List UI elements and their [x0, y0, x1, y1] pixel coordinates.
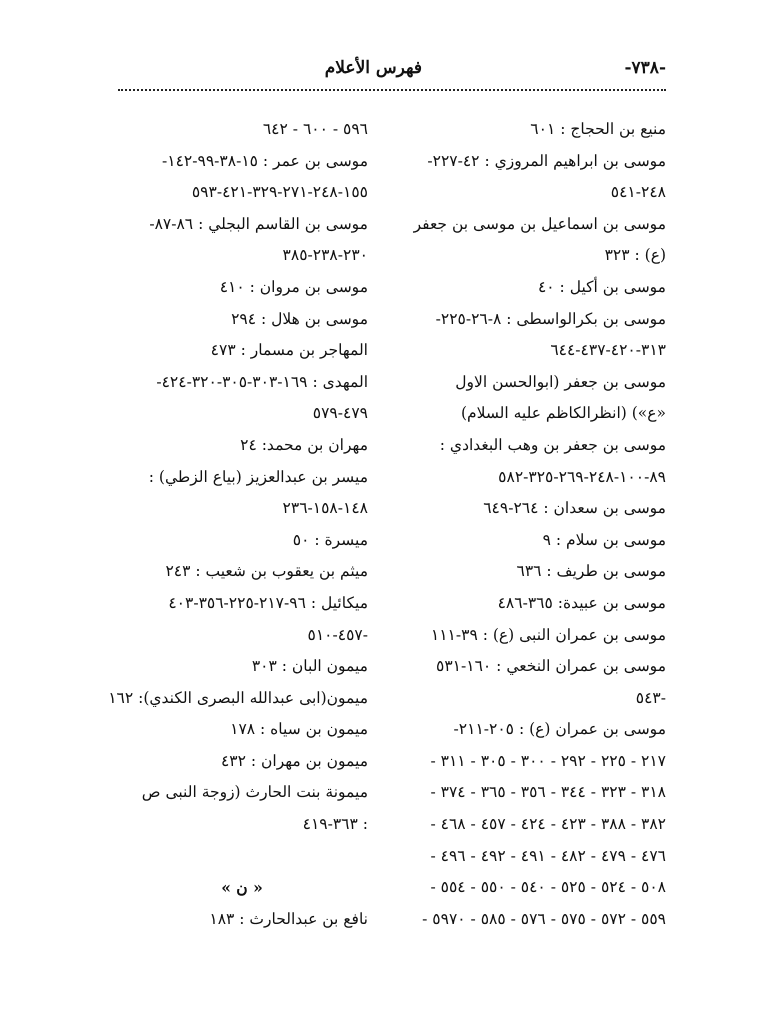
index-entry: موسى بن هلال : ٢٩٤	[231, 309, 368, 328]
index-entry: ميمون(ابى عبدالله البصرى الكندي): ١٦٢	[108, 688, 368, 707]
index-entry: موسى بن ابراهيم المروزي : ٤٢-٢٢٧-	[427, 151, 666, 170]
index-entry: -٥٤٣	[635, 688, 666, 707]
index-entry: موسى بن سلام : ٩	[542, 530, 666, 549]
index-entry: موسى بن مروان : ٤١٠	[219, 277, 368, 296]
index-entry: (ع) : ٣٢٣	[604, 246, 666, 265]
index-entry: ٢٤٨-٥٤١	[610, 183, 666, 202]
index-entry: المهدى : ١٦٩-٣٠٣-٣٠٥-٣٢٠-٤٢٤-	[156, 372, 368, 391]
index-entry: موسى بن بكرالواسطى : ٨-٢٦-٢٢٥-	[435, 309, 666, 328]
index-entry: ميسرة : ٥٠	[292, 530, 368, 549]
header-dotted-rule	[118, 89, 666, 91]
index-entry: «ع») (انظرالكاظم عليه السلام)	[460, 404, 666, 423]
index-entry: مهران بن محمد: ٢٤	[240, 435, 368, 454]
index-entry: ٣١٨ - ٣٢٣ - ٣٤٤ - ٣٥٦ - ٣٦٥ - ٣٧٤ -	[430, 783, 666, 802]
index-entry: ميمون بن مهران : ٤٣٢	[220, 751, 368, 770]
index-entry: ٥٠٨ - ٥٢٤ - ٥٢٥ - ٥٤٠ - ٥٥٠ - ٥٥٤ -	[430, 878, 666, 897]
index-entry: موسى بن اسماعيل بن موسى بن جعفر	[413, 214, 666, 233]
index-entry: ميمون بن سياه : ١٧٨	[230, 720, 368, 739]
index-entry: موسى بن عمران النبى (ع) : ٣٩-١١١	[430, 625, 666, 644]
index-entry: المهاجر بن مسمار : ٤٧٣	[210, 341, 368, 360]
section-letter-heading: « ن »	[221, 878, 263, 898]
index-entry: موسى بن أكيل : ٤٠	[537, 277, 666, 296]
index-entry: ٨٩-١٠٠-٢٤٨-٢٦٩-٣٢٥-٥٨٢	[498, 467, 666, 486]
index-entry: موسى بن عمر : ١٥-٣٨-٩٩-١٤٢-	[162, 151, 368, 170]
index-entry: ١٥٥-٢٤٨-٢٧١-٣٢٩-٤٢١-٥٩٣	[191, 183, 368, 202]
index-entry: ميكائيل : ٩٦-٢١٧-٢٢٥-٣٥٦-٤٠٣	[168, 593, 368, 612]
index-entry: ميمونة بنت الحارث (زوجة النبى ص	[141, 783, 368, 802]
index-entry: -٤٥٧-٥١٠	[307, 625, 368, 644]
blank-line	[116, 841, 368, 873]
index-entry: موسى بن جعفر (ابوالحسن الاول	[455, 372, 666, 391]
page-number: -٧٣٨-	[624, 58, 666, 78]
index-entry: ١٤٨-١٥٨-٢٣٦	[282, 499, 368, 518]
index-entry: ٢١٧ - ٢٢٥ - ٢٩٢ - ٣٠٠ - ٣٠٥ - ٣١١ -	[430, 751, 666, 770]
index-entry: موسى بن عبيدة: ٣٦٥-٤٨٦	[497, 593, 666, 612]
index-entry: موسى بن القاسم البجلي : ٨٦-٨٧-	[149, 214, 368, 233]
index-entry: موسى بن جعفر بن وهب البغدادي :	[439, 435, 666, 454]
index-entry: : ٣٦٣-٤١٩	[302, 815, 368, 834]
index-entry: موسى بن عمران النخعي : ١٦٠-٥٣١	[436, 657, 666, 676]
index-entry: نافع بن عبدالحارث : ١٨٣	[209, 909, 368, 928]
index-entry: ٥٩٦ - ٦٠٠ - ٦٤٢	[262, 120, 368, 138]
index-entry: ٤٧٩-٥٧٩	[312, 404, 368, 423]
index-entry: ٥٥٩ - ٥٧٢ - ٥٧٥ - ٥٧٦ - ٥٨٥ - ٥٩٧٠ -	[422, 909, 666, 928]
index-entry: ميثم بن يعقوب بن شعيب : ٢٤٣	[165, 562, 368, 581]
index-entry: ٢٣٠-٢٣٨-٣٨٥	[282, 246, 368, 265]
index-column-right	[404, 114, 666, 935]
index-entry: ميسر بن عبدالعزيز (بياع الزطي) :	[148, 467, 368, 486]
page-header	[118, 54, 666, 86]
index-entry: ٣١٣-٤٢٠-٤٣٧-٦٤٤	[550, 341, 666, 360]
index-entry: موسى بن عمران (ع) : ٢٠٥-٢١١-	[453, 720, 666, 739]
index-entry: ٣٨٢ - ٣٨٨ - ٤٢٣ - ٤٢٤ - ٤٥٧ - ٤٦٨ -	[430, 815, 666, 834]
index-entry: موسى بن سعدان : ٢٦٤-٦٤٩	[483, 499, 666, 518]
index-entry: موسى بن طريف : ٦٣٦	[516, 562, 666, 581]
index-entry: ميمون البان : ٣٠٣	[251, 657, 368, 676]
index-entry: ٤٧٦ - ٤٧٩ - ٤٨٢ - ٤٩١ - ٤٩٢ - ٤٩٦ -	[430, 846, 666, 865]
header-title: فهرس الأعلام	[324, 58, 422, 78]
index-entry: منيع بن الحجاج : ٦٠١	[530, 120, 666, 138]
index-column-left	[108, 114, 368, 935]
